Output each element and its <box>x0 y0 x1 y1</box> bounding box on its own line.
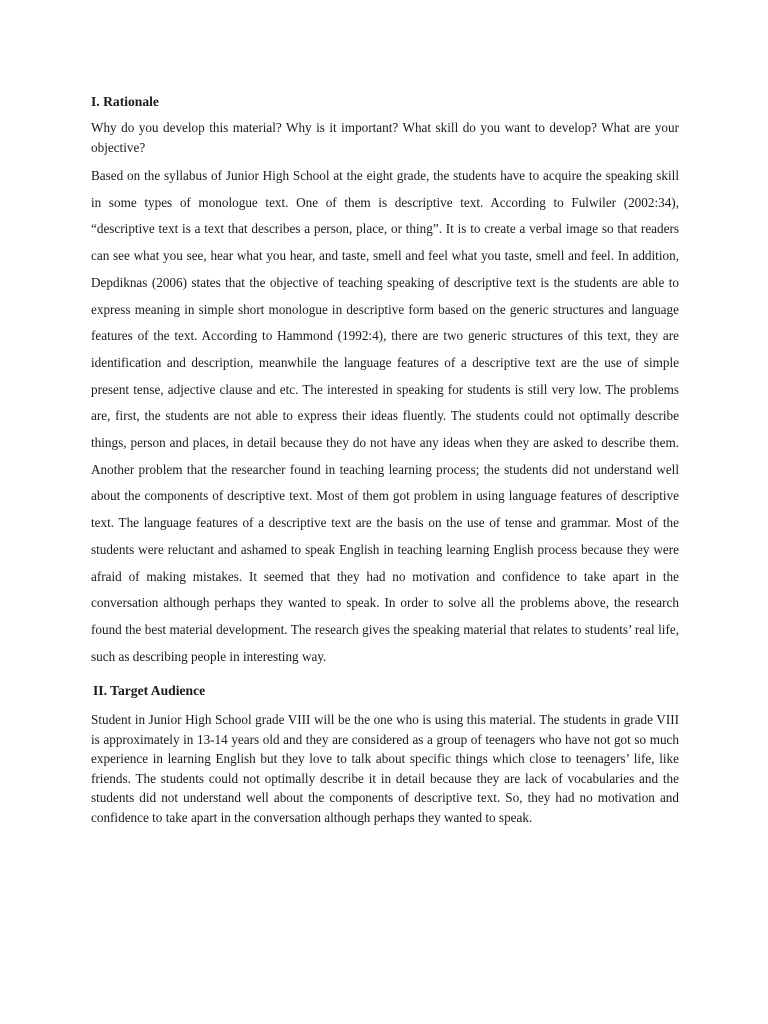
rationale-body: Based on the syllabus of Junior High School at the eight grade, the students have to acquire the speaking skill in some types of monologue text. One of them is descriptive text. According to Fulwiler (2002:34), “descriptive text is a text that describes a person, place, or thing”. It is to create a verbal image so that readers can see what you see, hear what you hear, and taste, smell and feel what you taste, smell and feel. In addition, Depdiknas (2006) states that the objective of teaching speaking of descriptive text is the students are able to express meaning in simple short monologue in descriptive form based on the generic structures and language features of the text. According to Hammond (1992:4), there are two generic structures of this text, they are identification and description, meanwhile the language features of a descriptive text are the use of simple present tense, adjective clause and etc. The interested in speaking for students is still very low. The problems are, first, the students are not able to express their ideas fluently. The students could not optimally describe things, person and places, in detail because they do not have any ideas when they are asked to describe them. Another problem that the researcher found in teaching learning process; the students did not understand well about the components of descriptive text. Most of them got problem in using language features of descriptive text. The language features of a descriptive text are the basis on the use of tense and grammar. Most of the students were reluctant and ashamed to speak English in teaching learning English process because they were afraid of making mistakes. It seemed that they had no motivation and confidence to take apart in the conversation although perhaps they wanted to speak. In order to solve all the problems above, the research found the best material development. The research gives the speaking material that relates to students’ real life, such as describing people in interesting way. <box>91 168 679 664</box>
section-heading-rationale: I. Rationale <box>91 94 159 109</box>
document-page <box>91 92 679 827</box>
target-audience-body: Student in Junior High School grade VIII will be the one who is using this material. The students in grade VIII is approximately in 13-14 years old and they are considered as a group of teenagers who have not got so much experience in learning English but they love to talk about specific things which close to teenagers’ life, like friends. The students could not optimally describe it in detail because they are lack of vocabularies and the students did not understand well about the components of descriptive text. So, they had no motivation and confidence to take apart in the conversation although perhaps they wanted to speak. <box>91 712 679 825</box>
section-heading-target-audience: II. Target Audience <box>93 683 206 699</box>
rationale-questions: Why do you develop this material? Why is it important? What skill do you want to develop? What are your objective? <box>91 120 679 155</box>
